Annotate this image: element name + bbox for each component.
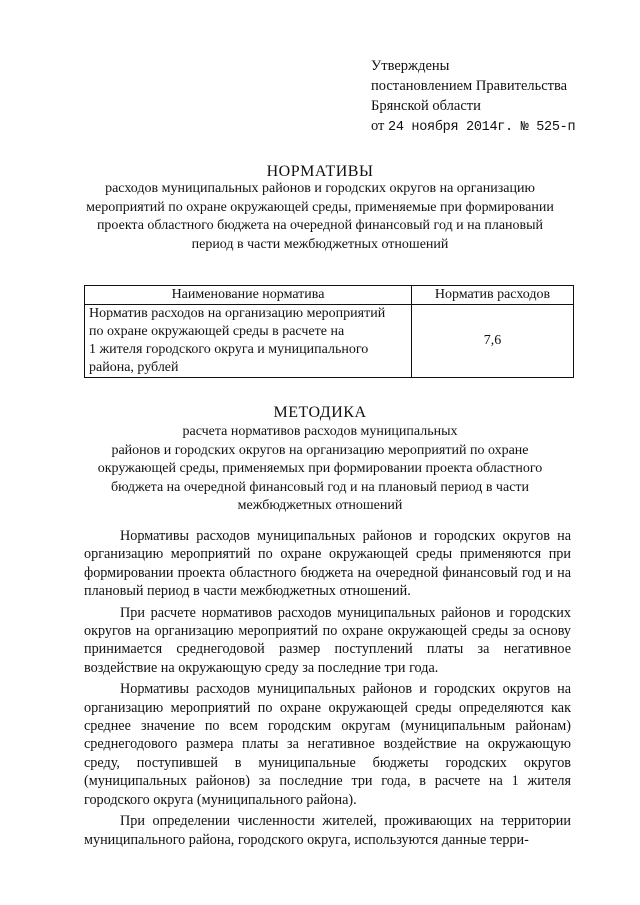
- methodology-subtitle: [60, 423, 580, 516]
- approval-line-2: постановлением Правительства: [371, 78, 568, 94]
- cell-name-line: 1 жителя городского округа и муниципального: [89, 342, 369, 357]
- paragraph: Нормативы расходов муниципальных районов и городских округов на организацию мероприятий по охране окружающей среды определяются как среднее значение по всем городским округам (муниципальным районам) среднегодового размера платы за негативное воздействие на окружающую среду, поступившей в муниципальные бюджеты городских округов (муниципальных районов) за последние три года, в расчете на 1 жителя городского округа (муниципального района).: [84, 681, 571, 808]
- methodology-subtitle-line: расчета нормативов расходов муниципальных: [182, 424, 458, 439]
- normatives-table: [84, 285, 574, 378]
- table-row: [85, 305, 574, 378]
- normatives-subtitle: [60, 180, 580, 254]
- table-header-row: [85, 286, 574, 305]
- normatives-subtitle-line: проекта областного бюджета на очередной финансовый год и на плановый: [96, 218, 544, 233]
- table-cell-name: [85, 305, 412, 378]
- normatives-subtitle-line: период в части межбюджетных отношений: [191, 236, 449, 252]
- approval-block: [371, 56, 621, 138]
- table-header-value: Норматив расходов: [412, 286, 574, 305]
- approval-line-4: [371, 116, 621, 138]
- approval-line-3: Брянской области: [371, 98, 481, 114]
- normatives-title: НОРМАТИВЫ: [266, 163, 374, 180]
- methodology-subtitle-line: межбюджетных отношений: [237, 498, 403, 513]
- approval-date-stamp: 24 ноября 2014г. № 525-п: [388, 120, 576, 135]
- approval-date-prefix: от: [371, 118, 385, 134]
- methodology-subtitle-line: районов и городских округов на организацию мероприятий по охране: [111, 442, 529, 458]
- cell-name-line: Норматив расходов на организацию мероприятий: [89, 306, 386, 321]
- normatives-subtitle-line: расходов муниципальных районов и городских округов на организацию: [105, 181, 535, 196]
- paragraph: Нормативы расходов муниципальных районов и городских округов на организацию мероприятий по охране окружающей среды применяются при формировании проекта областного бюджета на очередной финансовый год и на плановый период в части межбюджетных отношений.: [84, 528, 571, 600]
- paragraph: При расчете нормативов расходов муниципальных районов и городских округов на организацию мероприятий по охране окружающей среды за основу принимается среднегодовой размер поступлений платы за негативное воздействие на окружающую среду за последние три года.: [84, 604, 571, 676]
- methodology-subtitle-line: окружающей среды, применяемых при формировании проекта областного: [97, 461, 543, 476]
- table-cell-value: 7,6: [412, 305, 574, 378]
- methodology-title: МЕТОДИКА: [273, 404, 367, 421]
- methodology-subtitle-line: бюджета на очередной финансовый год и на плановый период в части: [110, 479, 530, 495]
- normatives-subtitle-line: мероприятий по охране окружающей среды, применяемые при формировании: [86, 199, 554, 215]
- paragraph: При определении численности жителей, проживающих на территории муниципального района, городского округа, используются данные терри-: [84, 813, 571, 848]
- cell-name-line: по охране окружающей среды в расчете на: [89, 324, 345, 339]
- approval-line-1: Утверждены: [371, 58, 450, 74]
- body-text: [84, 527, 571, 852]
- cell-name-line: района, рублей: [89, 360, 179, 375]
- table-header-name: Наименование норматива: [85, 286, 412, 305]
